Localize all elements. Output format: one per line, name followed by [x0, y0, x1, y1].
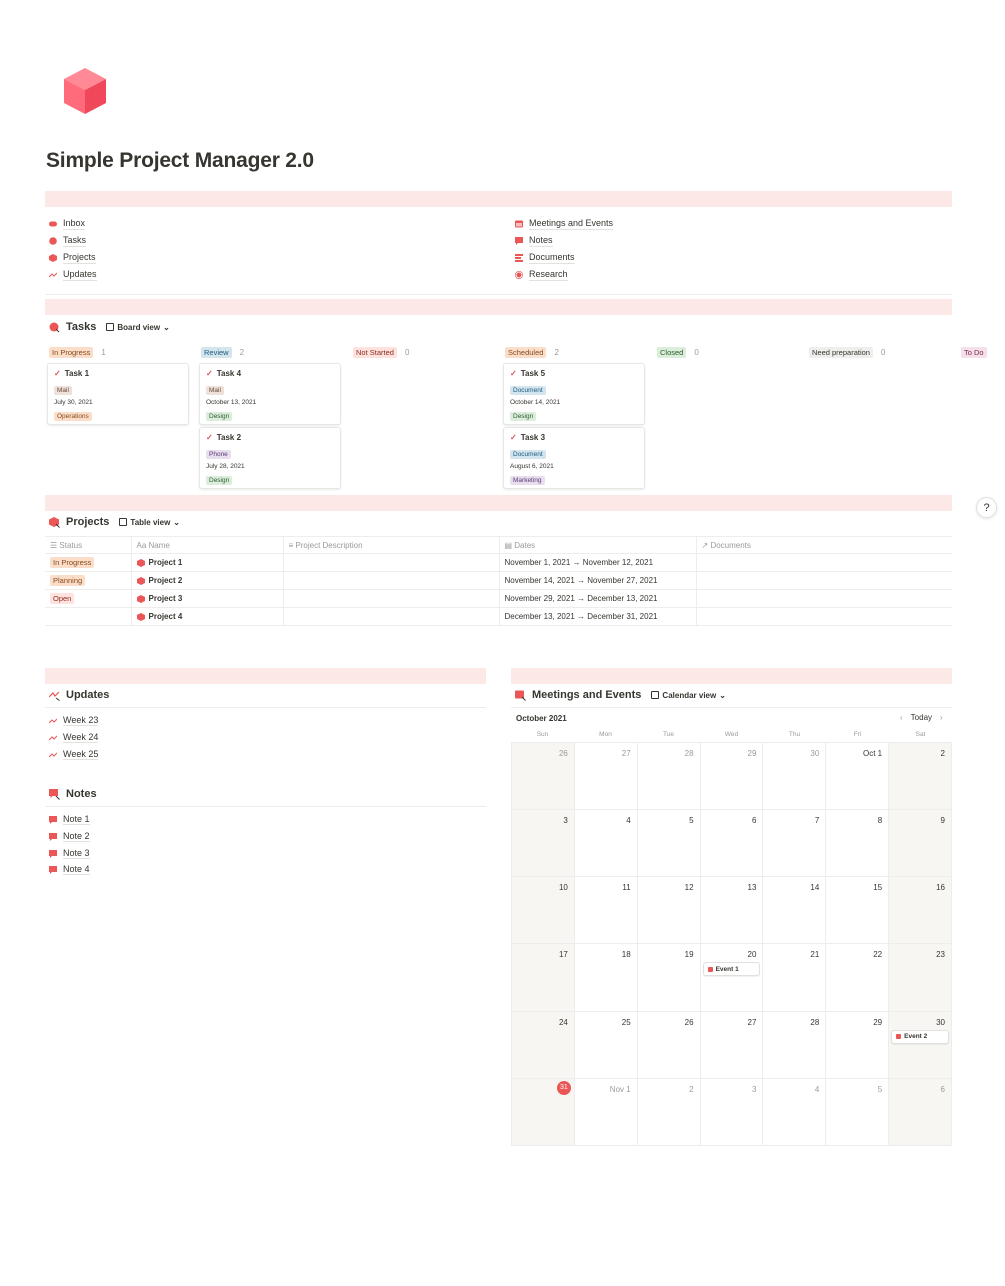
task-card-4[interactable]: ✓ Task 4 Mail October 13, 2021 Design: [199, 363, 341, 425]
check-icon: ✓: [510, 433, 517, 442]
calendar-day-cell[interactable]: [763, 944, 826, 1011]
day-number: 5: [877, 1084, 883, 1094]
day-number: 23: [936, 950, 945, 960]
calendar-day-cell[interactable]: [575, 877, 638, 944]
calendar-day-cell[interactable]: [826, 810, 889, 877]
task-date: July 30, 2021: [54, 399, 93, 406]
nav-item-research[interactable]: Research: [515, 269, 568, 281]
nav-item-updates[interactable]: Updates: [49, 269, 97, 281]
calendar-day-cell[interactable]: [638, 810, 701, 877]
page-icon-cube: [62, 66, 108, 116]
task-team-tag: Design: [206, 412, 232, 421]
projects-table: [45, 536, 952, 626]
weekday-label: Tue: [663, 731, 674, 738]
calendar-day-cell[interactable]: [701, 877, 764, 944]
column-header-name[interactable]: Aa Name: [131, 537, 283, 554]
weekday-label: Sat: [915, 731, 926, 738]
text-icon: Aa: [136, 540, 149, 550]
nav-item-meetings[interactable]: Meetings and Events: [515, 218, 613, 230]
calendar-day-cell[interactable]: [701, 810, 764, 877]
table-row[interactable]: In Progress Project 1 November 1, 2021 → November 12, 2021: [45, 554, 952, 572]
event-icon: [896, 1034, 901, 1039]
notes-icon: [49, 866, 57, 874]
day-number: 2: [940, 749, 945, 758]
day-number: 8: [877, 816, 883, 826]
tasks-db-icon: [49, 322, 60, 333]
calendar-day-cell[interactable]: [575, 1079, 638, 1146]
updates-divider: [45, 707, 486, 708]
weekday-label: Thu: [788, 731, 801, 738]
day-number: Nov 1: [609, 1084, 631, 1094]
inbox-icon: [49, 220, 57, 228]
task-team-tag: Design: [206, 476, 232, 485]
calendar-icon: [515, 220, 523, 228]
updates-icon: [49, 734, 57, 742]
calendar-day-cell[interactable]: [575, 743, 638, 810]
nav-item-documents[interactable]: Documents: [515, 252, 575, 264]
tasks-view-switcher[interactable]: Board view ⌄: [106, 323, 169, 332]
column-header-documents[interactable]: ↗ Documents: [696, 537, 952, 554]
check-icon: ✓: [54, 369, 61, 378]
meetings-section-title: Meetings and Events Calendar view ⌄: [515, 689, 726, 701]
updates-icon: [49, 271, 57, 279]
day-number: 28: [810, 1017, 820, 1027]
task-date: August 6, 2021: [510, 463, 554, 470]
day-number: 6: [940, 1084, 945, 1094]
task-type-tag: Mail: [54, 386, 72, 395]
calendar-day-cell[interactable]: [638, 1079, 701, 1146]
calendar-day-cell[interactable]: [889, 1012, 952, 1079]
day-number: 7: [814, 816, 820, 826]
notes-icon: [515, 237, 523, 245]
calendar-small-icon: ▤: [504, 540, 515, 550]
table-row[interactable]: Planning Project 2 November 14, 2021 → November 27, 2021: [45, 572, 952, 590]
board-column-need-preparation[interactable]: Need preparation 0: [809, 347, 885, 358]
day-number: 26: [684, 1017, 694, 1027]
calendar-day-cell[interactable]: [889, 944, 952, 1011]
day-number: 30: [810, 749, 820, 758]
check-icon: ✓: [206, 369, 213, 378]
list-item[interactable]: Note 1: [49, 814, 90, 825]
text-lines-icon: ≡: [288, 540, 296, 550]
meetings-db-icon: [515, 690, 526, 701]
calendar-day-cell[interactable]: [889, 1079, 952, 1146]
day-number: 3: [563, 816, 568, 826]
list-item[interactable]: Week 24: [49, 732, 98, 743]
calendar-day-cell[interactable]: [889, 743, 952, 810]
task-type-tag: Phone: [206, 450, 231, 459]
day-number: Oct 1: [863, 749, 883, 758]
weekday-label: Wed: [724, 731, 739, 738]
table-row[interactable]: Open Project 3 November 29, 2021 → December 13, 2021: [45, 590, 952, 608]
project-icon: [137, 577, 145, 585]
day-number: 10: [558, 883, 568, 893]
event-icon: [708, 967, 713, 972]
list-item[interactable]: Note 4: [49, 864, 90, 875]
status-badge: Planning: [50, 575, 85, 586]
project-icon: [137, 613, 145, 621]
check-icon: ✓: [206, 433, 213, 442]
calendar-event[interactable]: [703, 962, 761, 976]
task-card-1[interactable]: ✓ Task 1 Mail July 30, 2021 Operations: [47, 363, 189, 425]
updates-icon: [49, 751, 57, 759]
calendar-month-label: October 2021: [516, 714, 567, 723]
calendar-day-cell[interactable]: [889, 877, 952, 944]
task-card-2[interactable]: ✓ Task 2 Phone July 28, 2021 Design: [199, 427, 341, 489]
day-number: 16: [936, 883, 945, 893]
calendar-day-cell[interactable]: [763, 877, 826, 944]
task-card-3[interactable]: ✓ Task 3 Document August 6, 2021 Marketing: [503, 427, 645, 489]
page-title: Simple Project Manager 2.0: [46, 149, 314, 172]
nav-item-projects[interactable]: Projects: [49, 252, 96, 264]
section-divider-2: [45, 299, 952, 315]
board-column-to-do[interactable]: To Do: [961, 347, 987, 358]
meetings-divider: [511, 707, 952, 708]
column-header-status[interactable]: ☰ Status: [45, 537, 131, 554]
list-item[interactable]: Week 23: [49, 715, 98, 726]
tasks-title[interactable]: Tasks: [66, 321, 97, 333]
table-header-row: [45, 537, 952, 554]
column-header-dates[interactable]: ▤ Dates: [499, 537, 696, 554]
relation-arrow-icon: ↗: [701, 540, 711, 550]
task-date: October 13, 2021: [206, 399, 257, 406]
calendar-day-cell[interactable]: [638, 877, 701, 944]
weekday-label: Fri: [853, 731, 862, 738]
chevron-left-icon[interactable]: ‹: [900, 713, 903, 722]
nav-divider: [45, 294, 952, 295]
calendar-day-cell[interactable]: [575, 810, 638, 877]
calendar-day-cell[interactable]: [826, 944, 889, 1011]
calendar-nav: [900, 713, 943, 722]
weekday-label: Mon: [599, 731, 612, 738]
day-number: 4: [626, 816, 631, 826]
updates-section-title: Updates: [49, 689, 109, 701]
calendar-day-cell[interactable]: [575, 944, 638, 1011]
calendar-event[interactable]: [891, 1030, 949, 1044]
calendar-day-cell[interactable]: [701, 743, 764, 810]
column-header-description[interactable]: ≡ Project Description: [283, 537, 499, 554]
list-icon: ☰: [50, 540, 60, 550]
calendar-day-cell[interactable]: [889, 810, 952, 877]
today-button[interactable]: Today: [910, 713, 933, 722]
calendar-day-cell[interactable]: [512, 743, 575, 810]
day-number: 27: [621, 749, 631, 758]
list-item[interactable]: Week 25: [49, 749, 98, 760]
day-number: 6: [751, 816, 757, 826]
board-view-icon: [106, 323, 114, 331]
updates-db-icon: [49, 690, 60, 701]
notes-divider: [45, 806, 486, 807]
notes-icon: [49, 850, 57, 858]
calendar-day-cell[interactable]: [638, 944, 701, 1011]
list-item[interactable]: Note 2: [49, 831, 90, 842]
day-number: 17: [558, 950, 568, 960]
calendar-day-cell[interactable]: [512, 1079, 575, 1146]
day-number: 4: [814, 1084, 820, 1094]
board-column-scheduled[interactable]: Scheduled 2: [505, 347, 559, 358]
notes-db-icon: [49, 789, 60, 800]
chevron-down-icon: ⌄: [173, 517, 180, 527]
day-number: 3: [751, 1084, 757, 1094]
calendar-day-cell[interactable]: [763, 1079, 826, 1146]
tasks-section-title: [49, 321, 170, 333]
help-button[interactable]: ?: [976, 497, 997, 518]
board-column-not-started[interactable]: Not Started 0: [353, 347, 409, 358]
day-number: 12: [684, 883, 694, 893]
board-column-in-progress[interactable]: In Progress 1: [49, 347, 106, 358]
day-number: 19: [684, 950, 694, 960]
board-column-review[interactable]: Review 2: [201, 347, 244, 358]
day-number: 9: [940, 816, 945, 826]
day-number: 5: [689, 816, 694, 826]
check-icon: ✓: [510, 369, 517, 378]
status-badge: In Progress: [50, 557, 94, 568]
task-type-tag: Mail: [206, 386, 224, 395]
project-icon: [137, 595, 145, 603]
calendar-day-cell[interactable]: [826, 743, 889, 810]
task-team-tag: Operations: [54, 412, 92, 421]
section-divider-5: [511, 668, 952, 684]
day-number: 24: [558, 1017, 568, 1027]
board-column-closed[interactable]: Closed 0: [657, 347, 699, 358]
day-number: 28: [684, 749, 694, 758]
calendar-day-cell[interactable]: [701, 1079, 764, 1146]
tasks-icon: [49, 237, 57, 245]
day-number: 15: [873, 883, 883, 893]
notes-icon: [49, 816, 57, 824]
projects-icon: [49, 254, 57, 262]
weekday-label: Sun: [536, 731, 549, 738]
day-number: 25: [621, 1017, 631, 1027]
calendar-grid: [511, 742, 952, 1146]
nav-item-inbox[interactable]: Inbox: [49, 218, 85, 230]
day-number: 13: [747, 883, 757, 893]
nav-item-tasks[interactable]: Tasks: [49, 235, 86, 247]
event-label: Event 2: [904, 1033, 928, 1041]
calendar-view-icon: [651, 691, 659, 699]
event-label: Event 1: [715, 965, 739, 973]
task-date: July 28, 2021: [206, 463, 245, 470]
projects-section-title: [49, 516, 180, 528]
projects-db-icon: [49, 517, 60, 528]
calendar-day-cell[interactable]: [701, 1012, 764, 1079]
research-icon: [515, 271, 523, 279]
day-number: 29: [873, 1017, 883, 1027]
calendar-day-cell[interactable]: [763, 810, 826, 877]
calendar-day-cell[interactable]: [701, 944, 764, 1011]
chevron-right-icon[interactable]: ›: [940, 713, 943, 722]
day-number: 27: [747, 1017, 757, 1027]
chevron-down-icon: ⌄: [719, 690, 726, 700]
documents-icon: [515, 254, 523, 262]
day-number: 31: [557, 1081, 571, 1095]
day-number: 2: [689, 1084, 694, 1094]
section-divider-1: [45, 191, 952, 207]
task-team-tag: Marketing: [510, 476, 545, 485]
project-icon: [137, 559, 145, 567]
task-card-5[interactable]: ✓ Task 5 Document October 14, 2021 Design: [503, 363, 645, 425]
calendar-day-cell[interactable]: [512, 1012, 575, 1079]
task-type-tag: Document: [510, 386, 546, 395]
day-number: 18: [621, 950, 631, 960]
day-number: 21: [810, 950, 820, 960]
calendar-day-cell[interactable]: [763, 743, 826, 810]
notes-section-title: Notes: [49, 788, 97, 800]
meetings-view-switcher[interactable]: Calendar view ⌄: [651, 691, 726, 700]
day-number: 29: [747, 749, 757, 758]
task-type-tag: Document: [510, 450, 546, 459]
calendar-day-cell[interactable]: [638, 1012, 701, 1079]
calendar-day-cell[interactable]: [826, 1012, 889, 1079]
updates-icon: [49, 717, 57, 725]
day-number: 11: [622, 883, 631, 893]
status-badge: Open: [50, 593, 74, 604]
list-item[interactable]: Note 3: [49, 848, 90, 859]
section-divider-4: [45, 668, 486, 684]
task-team-tag: Design: [510, 412, 536, 421]
calendar-day-cell[interactable]: [575, 1012, 638, 1079]
calendar-day-cell[interactable]: [826, 1079, 889, 1146]
day-number: 20: [747, 950, 757, 960]
day-number: 22: [873, 950, 883, 960]
day-number: 14: [810, 883, 820, 893]
calendar-day-cell[interactable]: [763, 1012, 826, 1079]
day-number: 26: [558, 749, 568, 758]
projects-title[interactable]: Projects: [66, 516, 110, 528]
section-divider-3: [45, 495, 952, 511]
projects-view-switcher[interactable]: Table view ⌄: [119, 518, 180, 527]
notes-icon: [49, 833, 57, 841]
calendar-day-cell[interactable]: [512, 810, 575, 877]
day-number: 30: [936, 1017, 945, 1027]
table-view-icon: [119, 518, 127, 526]
task-date: October 14, 2021: [510, 399, 561, 406]
calendar-day-cell[interactable]: [512, 877, 575, 944]
nav-item-notes[interactable]: Notes: [515, 235, 553, 247]
calendar-day-cell[interactable]: [826, 877, 889, 944]
calendar-day-cell[interactable]: [638, 743, 701, 810]
table-row[interactable]: Project 4 December 13, 2021 → December 31, 2021: [45, 608, 952, 626]
calendar-day-cell[interactable]: [512, 944, 575, 1011]
chevron-down-icon: ⌄: [163, 322, 170, 332]
